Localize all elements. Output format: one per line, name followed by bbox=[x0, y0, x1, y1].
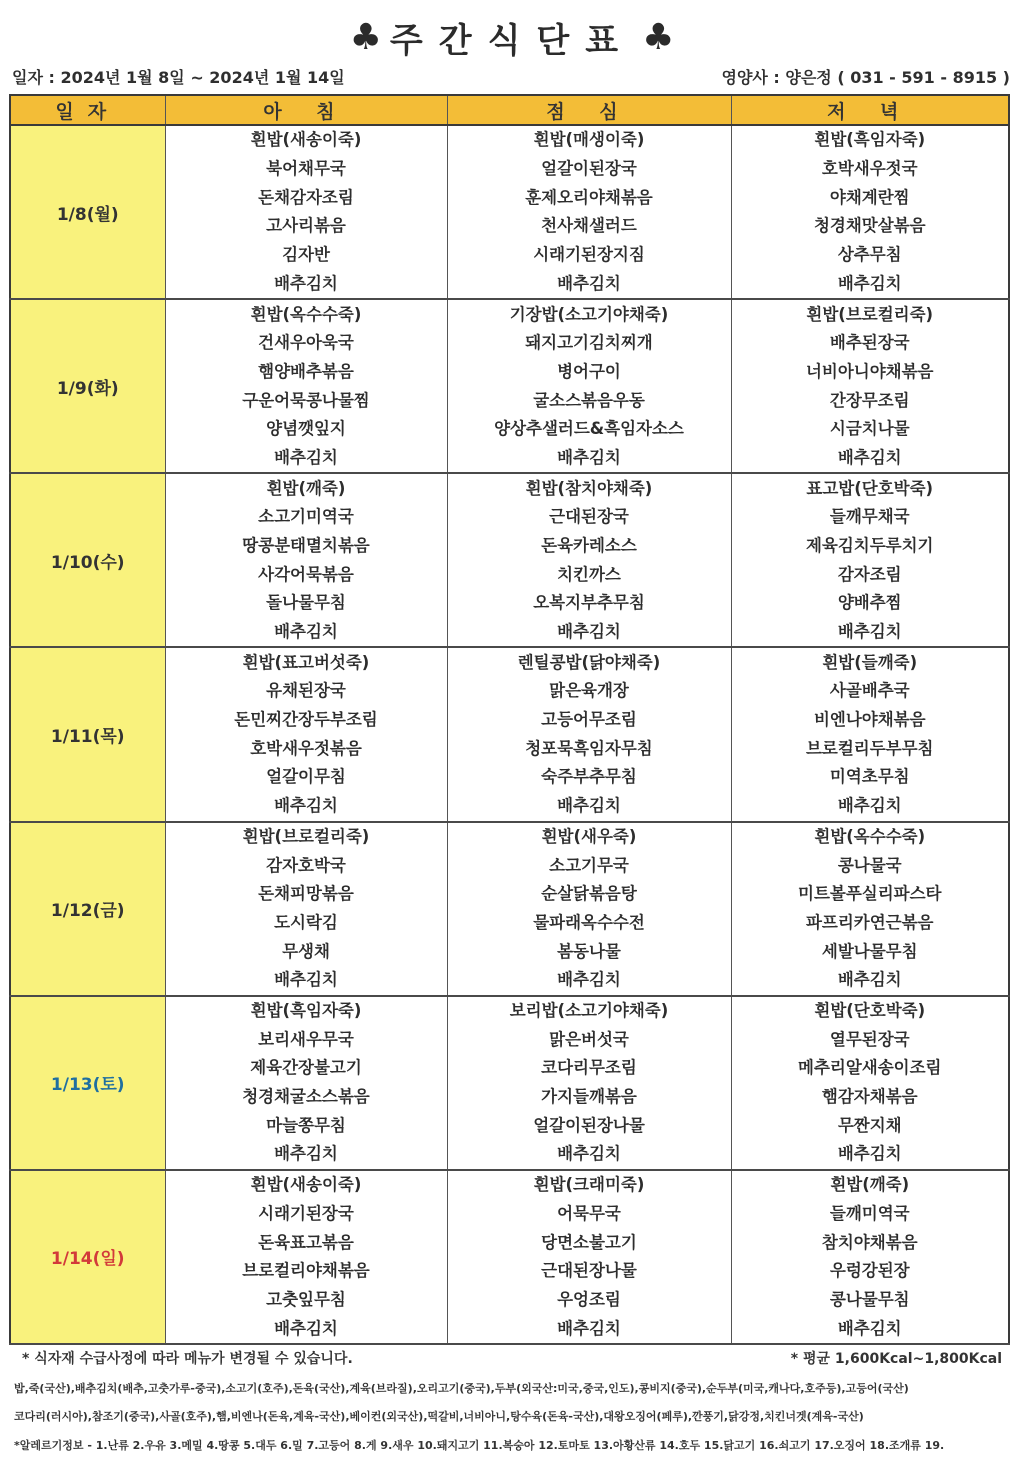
dish-item: 메추리알새송이조림 bbox=[798, 1058, 942, 1078]
dish-item: 시래기된장지짐 bbox=[533, 245, 645, 265]
dish-item: 사골배추국 bbox=[829, 681, 910, 701]
dish-item: 배추김치 bbox=[837, 796, 902, 816]
day-date: 1/11(목) bbox=[10, 647, 165, 821]
dish-item: 브로컬리두부무침 bbox=[805, 738, 934, 758]
dish-item: 표고밥(단호박죽) bbox=[806, 478, 934, 498]
menu-table bbox=[9, 94, 1010, 1345]
lunch-cell bbox=[447, 822, 731, 996]
dish-item: 근대된장나물 bbox=[541, 1261, 637, 1281]
breakfast-dish-list bbox=[166, 126, 447, 298]
dish-item: 어묵무국 bbox=[557, 1203, 621, 1223]
dish-item: 얼갈이된장나물 bbox=[533, 1115, 645, 1135]
dish-item: 호박새우젓국 bbox=[821, 159, 918, 179]
dish-item: 배추김치 bbox=[557, 447, 621, 467]
dinner-dish-list bbox=[732, 648, 1009, 820]
dinner-dish-list bbox=[732, 823, 1009, 995]
day-row bbox=[10, 1170, 1009, 1344]
dish-item: 상추무침 bbox=[837, 245, 902, 265]
day-row bbox=[10, 996, 1009, 1170]
header-row bbox=[10, 95, 1009, 125]
dish-item: 열무된장국 bbox=[829, 1029, 910, 1049]
dish-item: 배추김치 bbox=[557, 796, 621, 816]
lunch-dish-list bbox=[448, 997, 731, 1169]
dinner-cell bbox=[731, 822, 1009, 996]
lunch-dish-list bbox=[448, 1171, 731, 1343]
dish-item: 무짠지채 bbox=[837, 1115, 902, 1135]
title-text: 주간식단표 bbox=[389, 20, 635, 61]
dish-item: 구운어묵콩나물찜 bbox=[242, 390, 370, 410]
day-row bbox=[10, 125, 1009, 299]
dish-item: 흰밥(옥수수죽) bbox=[250, 304, 362, 324]
dish-item: 맑은육개장 bbox=[549, 681, 629, 701]
dish-item: 훈제오리야채볶음 bbox=[525, 187, 653, 207]
dish-item: 흰밥(브로컬리죽) bbox=[806, 304, 934, 324]
dish-item: 흰밥(흑임자죽) bbox=[814, 130, 926, 150]
dish-item: 흰밥(단호박죽) bbox=[814, 1001, 926, 1021]
dish-item: 맑은버섯국 bbox=[549, 1029, 629, 1049]
dish-item: 흰밥(크래미죽) bbox=[533, 1175, 645, 1195]
dish-item: 흰밥(옥수수죽) bbox=[814, 826, 926, 846]
dish-item: 흰밥(참치야채죽) bbox=[525, 478, 653, 498]
dish-item: 너비아니야채볶음 bbox=[805, 361, 934, 381]
dinner-cell bbox=[731, 996, 1009, 1170]
dish-item: 고등어무조림 bbox=[541, 710, 637, 730]
dish-item: 배추김치 bbox=[557, 970, 621, 990]
dish-item: 참치야채볶음 bbox=[821, 1232, 918, 1252]
dish-item: 콩나물국 bbox=[837, 855, 902, 875]
breakfast-cell bbox=[165, 473, 447, 647]
dish-item: 세발나물무침 bbox=[821, 941, 918, 961]
dish-item: 돌나물무침 bbox=[266, 593, 346, 613]
day-date: 1/10(수) bbox=[10, 473, 165, 647]
dish-item: 흰밥(새우죽) bbox=[541, 826, 637, 846]
dish-item: 고사리볶음 bbox=[266, 216, 346, 236]
dish-item: 무생채 bbox=[282, 941, 330, 961]
day-row bbox=[10, 647, 1009, 821]
dish-item: 야채계란찜 bbox=[829, 187, 910, 207]
lunch-cell bbox=[447, 1170, 731, 1344]
day-row bbox=[10, 822, 1009, 996]
dish-item: 배추김치 bbox=[274, 447, 338, 467]
dish-item: 햄감자채볶음 bbox=[821, 1087, 918, 1107]
dish-item: 건새우아욱국 bbox=[258, 333, 354, 353]
dish-item: 렌틸콩밥(닭야채죽) bbox=[517, 652, 661, 672]
dinner-dish-list bbox=[732, 1171, 1009, 1343]
dish-item: 흰밥(들깨죽) bbox=[822, 652, 918, 672]
lunch-dish-list bbox=[448, 823, 731, 995]
dish-item: 순살닭볶음탕 bbox=[541, 884, 637, 904]
dish-item: 북어채무국 bbox=[266, 159, 346, 179]
menu-body bbox=[10, 125, 1009, 1344]
dinner-dish-list bbox=[732, 474, 1009, 646]
dish-item: 들깨미역국 bbox=[829, 1203, 910, 1223]
page-title bbox=[0, 14, 1024, 60]
dish-item: 배추김치 bbox=[837, 1318, 902, 1338]
club-icon: ♣ bbox=[642, 16, 675, 58]
dish-item: 병어구이 bbox=[557, 361, 621, 381]
dish-item: 호박새우젓볶음 bbox=[250, 738, 362, 758]
dish-item: 햄양배추볶음 bbox=[258, 361, 354, 381]
dish-item: 들깨무채국 bbox=[829, 507, 910, 527]
dish-item: 흰밥(브로컬리죽) bbox=[242, 826, 370, 846]
day-date: 1/14(일) bbox=[10, 1170, 165, 1344]
dish-item: 배추김치 bbox=[557, 1144, 621, 1164]
dish-item: 시금치나물 bbox=[829, 419, 910, 439]
dinner-cell bbox=[731, 299, 1009, 473]
dish-item: 기장밥(소고기야채죽) bbox=[509, 304, 669, 324]
dish-item: 코다리무조림 bbox=[541, 1058, 637, 1078]
dish-item: 배추김치 bbox=[557, 273, 621, 293]
dish-item: 파프리카연근볶음 bbox=[805, 912, 934, 932]
origin-info-line: 코다리(러시아),참조기(중국),사골(호주),햄,비엔나(돈육,계육-국산),베이컨(외국산),떡갈비,너비아니,탕수육(돈육-국산),대왕오징어(페루),깐풍기,닭강정,치킨너겟(계육-국산) bbox=[14, 1410, 864, 1423]
dish-item: 근대된장국 bbox=[549, 507, 629, 527]
header-dinner: 저 녁 bbox=[731, 95, 1009, 125]
day-date: 1/12(금) bbox=[10, 822, 165, 996]
dish-item: 제육김치두루치기 bbox=[805, 535, 934, 555]
dish-item: 얼갈이된장국 bbox=[541, 159, 637, 179]
dish-item: 배추김치 bbox=[274, 1318, 338, 1338]
breakfast-cell bbox=[165, 996, 447, 1170]
dish-item: 미트볼푸실리파스타 bbox=[798, 884, 942, 904]
dish-item: 흰밥(새송이죽) bbox=[250, 1175, 362, 1195]
day-date: 1/9(화) bbox=[10, 299, 165, 473]
breakfast-dish-list bbox=[166, 300, 447, 472]
dish-item: 돈민찌간장두부조림 bbox=[234, 710, 378, 730]
dish-item: 봄동나물 bbox=[557, 941, 621, 961]
dish-item: 흰밥(깨죽) bbox=[266, 478, 346, 498]
breakfast-dish-list bbox=[166, 997, 447, 1169]
dish-item: 배추김치 bbox=[274, 970, 338, 990]
dish-item: 배추김치 bbox=[557, 621, 621, 641]
breakfast-cell bbox=[165, 1170, 447, 1344]
dish-item: 돈채피망볶음 bbox=[258, 884, 354, 904]
dish-item: 배추김치 bbox=[274, 1144, 338, 1164]
dish-item: 양배추찜 bbox=[837, 593, 902, 613]
dish-item: 우엉조림 bbox=[557, 1289, 621, 1309]
notice-row bbox=[22, 1348, 1002, 1370]
menu-change-notice: * 식자재 수급사정에 따라 메뉴가 변경될 수 있습니다. bbox=[22, 1351, 353, 1367]
dish-item: 돼지고기김치찌개 bbox=[525, 333, 653, 353]
dish-item: 배추김치 bbox=[837, 1144, 902, 1164]
header-date: 일자 bbox=[10, 95, 165, 125]
lunch-cell bbox=[447, 125, 731, 299]
dish-item: 마늘쫑무침 bbox=[266, 1115, 346, 1135]
dish-item: 도시락김 bbox=[274, 912, 338, 932]
lunch-cell bbox=[447, 996, 731, 1170]
dish-item: 브로컬리야채볶음 bbox=[242, 1261, 370, 1281]
dish-item: 보리새우무국 bbox=[258, 1029, 354, 1049]
dish-item: 고춧잎무침 bbox=[266, 1289, 346, 1309]
day-row bbox=[10, 473, 1009, 647]
dish-item: 흰밥(새송이죽) bbox=[250, 130, 362, 150]
dish-item: 보리밥(소고기야채죽) bbox=[509, 1001, 669, 1021]
club-icon: ♣ bbox=[349, 16, 382, 58]
dinner-cell bbox=[731, 647, 1009, 821]
dish-item: 배추김치 bbox=[837, 970, 902, 990]
dish-item: 돈육표고볶음 bbox=[258, 1232, 354, 1252]
dinner-dish-list bbox=[732, 126, 1009, 298]
dish-item: 얼갈이무침 bbox=[266, 767, 346, 787]
dish-item: 시래기된장국 bbox=[258, 1203, 354, 1223]
dish-item: 콩나물무침 bbox=[829, 1289, 910, 1309]
dinner-cell bbox=[731, 1170, 1009, 1344]
day-date: 1/8(월) bbox=[10, 125, 165, 299]
dish-item: 굴소스볶음우동 bbox=[533, 390, 645, 410]
origin-info-line: 밥,죽(국산),배추김치(배추,고춧가루-중국),소고기(호주),돈육(국산),계육(브라질),오리고기(중국),두부(외국산:미국,중국,인도),콩비지(중국),순두부(미국,캐나다,호주등),고등어(국산) bbox=[14, 1382, 909, 1395]
dinner-cell bbox=[731, 473, 1009, 647]
dish-item: 청경채맛살볶음 bbox=[813, 216, 926, 236]
allergy-info: *알레르기정보 - 1.난류 2.우유 3.메밀 4.땅콩 5.대두 6.밀 7.고등어 8.게 9.새우 10.돼지고기 11.복숭아 12.토마토 13.아황산류 14.호두 15.닭고기 16.쇠고기 17.오징어 18.조개류 19. bbox=[14, 1439, 945, 1452]
dish-item: 소고기무국 bbox=[549, 855, 629, 875]
breakfast-cell bbox=[165, 822, 447, 996]
breakfast-dish-list bbox=[166, 648, 447, 820]
header-breakfast: 아 침 bbox=[165, 95, 447, 125]
lunch-cell bbox=[447, 299, 731, 473]
dish-item: 양상추샐러드&흑임자소스 bbox=[494, 419, 684, 439]
dinner-dish-list bbox=[732, 997, 1009, 1169]
breakfast-cell bbox=[165, 647, 447, 821]
dish-item: 흰밥(흑임자죽) bbox=[250, 1001, 362, 1021]
dish-item: 돈채감자조림 bbox=[258, 187, 354, 207]
dish-item: 간장무조림 bbox=[829, 390, 910, 410]
dinner-dish-list bbox=[732, 300, 1009, 472]
breakfast-cell bbox=[165, 125, 447, 299]
dish-item: 감자조림 bbox=[837, 564, 902, 584]
day-date: 1/13(토) bbox=[10, 996, 165, 1170]
dish-item: 청경채굴소스볶음 bbox=[242, 1087, 370, 1107]
dish-item: 배추김치 bbox=[274, 796, 338, 816]
dish-item: 김자반 bbox=[282, 245, 330, 265]
dish-item: 흰밥(매생이죽) bbox=[533, 130, 645, 150]
dish-item: 흰밥(깨죽) bbox=[830, 1175, 910, 1195]
dish-item: 가지들깨볶음 bbox=[541, 1087, 637, 1107]
dish-item: 소고기미역국 bbox=[258, 507, 354, 527]
dish-item: 치킨까스 bbox=[557, 564, 621, 584]
dish-item: 청포묵흑임자무침 bbox=[525, 738, 653, 758]
dish-item: 천사채샐러드 bbox=[541, 216, 637, 236]
dish-item: 당면소불고기 bbox=[541, 1232, 637, 1252]
dish-item: 배추김치 bbox=[837, 447, 902, 467]
dish-item: 유채된장국 bbox=[266, 681, 346, 701]
day-row bbox=[10, 299, 1009, 473]
lunch-dish-list bbox=[448, 126, 731, 298]
breakfast-dish-list bbox=[166, 823, 447, 995]
breakfast-dish-list bbox=[166, 1171, 447, 1343]
dish-item: 배추김치 bbox=[837, 621, 902, 641]
dish-item: 배추김치 bbox=[274, 273, 338, 293]
breakfast-cell bbox=[165, 299, 447, 473]
dish-item: 배추된장국 bbox=[829, 333, 910, 353]
lunch-cell bbox=[447, 647, 731, 821]
header-lunch: 점 심 bbox=[447, 95, 731, 125]
lunch-dish-list bbox=[448, 300, 731, 472]
dinner-cell bbox=[731, 125, 1009, 299]
date-range: 일자 : 2024년 1월 8일 ~ 2024년 1월 14일 bbox=[12, 67, 345, 87]
nutritionist-contact: 영양사 : 양은정 ( 031 - 591 - 8915 ) bbox=[721, 67, 1010, 87]
dish-item: 배추김치 bbox=[557, 1318, 621, 1338]
lunch-cell bbox=[447, 473, 731, 647]
dish-item: 감자호박국 bbox=[266, 855, 346, 875]
breakfast-dish-list bbox=[166, 474, 447, 646]
dish-item: 숙주부추무침 bbox=[541, 767, 637, 787]
lunch-dish-list bbox=[448, 648, 731, 820]
dish-item: 비엔나야채볶음 bbox=[813, 710, 926, 730]
dish-item: 미역초무침 bbox=[829, 767, 910, 787]
dish-item: 사각어묵볶음 bbox=[258, 564, 354, 584]
calorie-notice: * 평균 1,600Kcal~1,800Kcal bbox=[790, 1351, 1002, 1367]
dish-item: 물파래옥수수전 bbox=[533, 912, 645, 932]
dish-item: 양념깻잎지 bbox=[266, 419, 346, 439]
dish-item: 오복지부추무침 bbox=[533, 593, 645, 613]
info-row bbox=[12, 64, 1010, 88]
dish-item: 흰밥(표고버섯죽) bbox=[242, 652, 370, 672]
dish-item: 제육간장불고기 bbox=[250, 1058, 362, 1078]
dish-item: 돈육카레소스 bbox=[541, 535, 637, 555]
dish-item: 땅콩분태멸치볶음 bbox=[242, 535, 370, 555]
lunch-dish-list bbox=[448, 474, 731, 646]
dish-item: 배추김치 bbox=[837, 273, 902, 293]
dish-item: 배추김치 bbox=[274, 621, 338, 641]
dish-item: 우렁강된장 bbox=[829, 1261, 910, 1281]
